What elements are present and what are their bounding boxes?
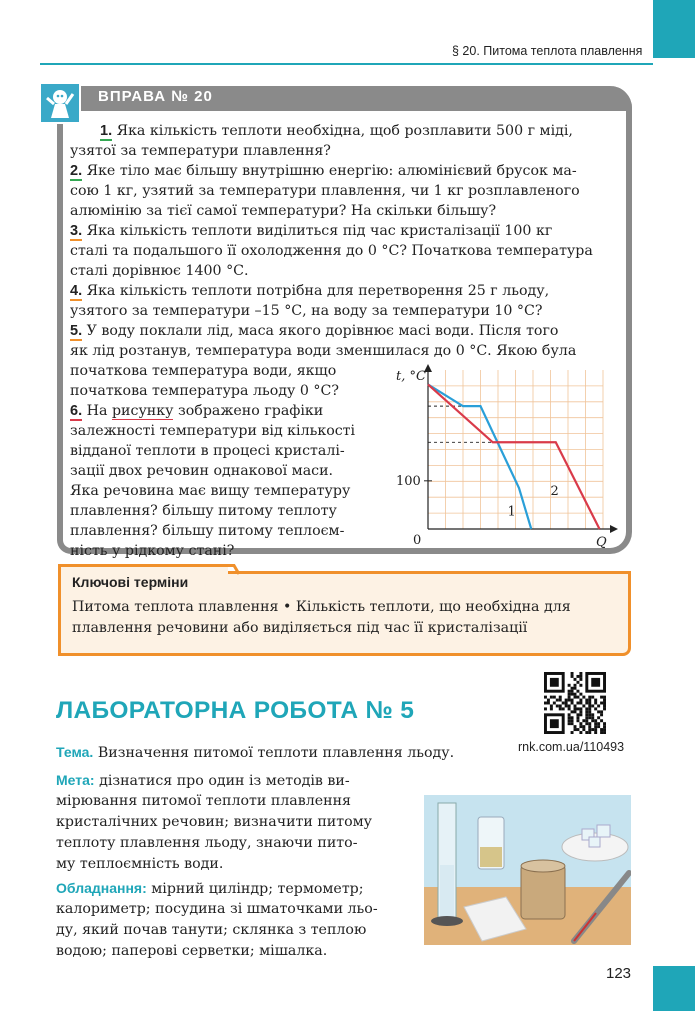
theme-label: Тема. xyxy=(56,744,94,760)
q6-figure-link[interactable]: рисунку xyxy=(111,403,174,419)
q5-line-1: У воду поклали лід, маса якого дорівнює масі води. Після того xyxy=(86,323,559,339)
equipment-line-3: ду, який почав танути; склянка з теплою xyxy=(56,922,367,938)
q6-line-3: відданої теплоти в процесі кристалі- xyxy=(70,443,345,459)
q6-line-8: ність у рідкому стані? xyxy=(70,543,235,559)
key-terms-tab-edge xyxy=(226,564,240,576)
y-tick-label: 100 xyxy=(396,473,421,489)
question-2 xyxy=(70,161,577,182)
series-label-1: 1 xyxy=(507,504,516,520)
series-label-2: 2 xyxy=(550,483,559,499)
q6-line-6: плавлення? більшу питому теплоту xyxy=(70,503,337,519)
q3-line-3: сталі дорівнює 1400 °С. xyxy=(70,263,249,279)
goal-line-4: теплоту плавлення льоду, знаючи пито- xyxy=(56,835,358,851)
q3-line-1: Яка кількість теплоти виділиться під час кристалізації 100 кг xyxy=(86,223,553,239)
q5-line-2: як лід розтанув, температура води зменшилася до 0 °С. Якою була xyxy=(70,343,577,359)
side-tab-bottom xyxy=(653,966,695,1011)
goal-line-2: мірювання питомої теплоти плавлення xyxy=(56,793,352,809)
q3-number: 3. xyxy=(70,223,83,239)
exercise-title: ВПРАВА № 20 xyxy=(98,88,213,105)
question-6 xyxy=(70,401,323,422)
q6-word-first: На xyxy=(86,403,108,419)
q2-number: 2. xyxy=(70,163,83,179)
origin-label: 0 xyxy=(413,533,422,548)
key-terms-title: Ключові терміни xyxy=(72,574,189,590)
cooling-graph xyxy=(388,362,620,552)
q6-line-5: Яка речовина має вищу температуру xyxy=(70,483,351,499)
q5-number: 5. xyxy=(70,323,83,339)
page-number: 123 xyxy=(606,965,632,982)
q2-line-1: Яке тіло має більшу внутрішню енергію: алюмінієвий брусок ма- xyxy=(86,163,577,179)
q1-line-1: Яка кількість теплоти необхідна, щоб розплавити 500 г міді, xyxy=(116,123,573,139)
goal-line-1: дізнатися про один із методів ви- xyxy=(99,773,350,789)
x-axis-arrow xyxy=(610,525,618,533)
theme-text: Визначення питомої теплоти плавлення льоду. xyxy=(97,745,455,761)
key-terms-line-1: Питома теплота плавлення • Кількість теплоти, що необхідна для xyxy=(72,599,571,615)
q6-number: 6. xyxy=(70,403,83,419)
lab-title: ЛАБОРАТОРНА РОБОТА № 5 xyxy=(56,697,415,724)
q2-line-2: сою 1 кг, узятий за температури плавлення, чи 1 кг розплавленого xyxy=(70,183,580,199)
key-terms-line-2: плавлення речовини або виділяється під час її кристалізації xyxy=(72,620,528,636)
question-1 xyxy=(100,121,573,142)
lab-goal xyxy=(56,770,350,792)
lab-theme xyxy=(56,742,454,764)
running-head: § 20. Питома теплота плавлення xyxy=(452,44,643,58)
header-rule xyxy=(40,63,653,65)
lab-equipment-photo xyxy=(424,795,631,945)
q2-line-3: алюмінію за тієї самої температури? На скільки більшу? xyxy=(70,203,497,219)
calorimeter xyxy=(521,865,565,919)
q5-line-4: початкова температура льоду 0 °С? xyxy=(70,383,339,399)
goal-label: Мета: xyxy=(56,772,95,788)
exercise-icon xyxy=(39,82,81,124)
q4-number: 4. xyxy=(70,283,83,299)
q1-line-2: узятої за температури плавлення? xyxy=(70,143,331,159)
y-axis-label: t, °C xyxy=(396,369,426,384)
equipment-line-2: калориметр; посудина зі шматочками льо- xyxy=(56,901,378,917)
x-axis-label: Q xyxy=(596,535,607,550)
qr-url[interactable]: rnk.com.ua/110493 xyxy=(518,740,625,754)
question-5 xyxy=(70,321,558,342)
q3-line-2: сталі та подальшого її охолодження до 0 °С? Початкова температура xyxy=(70,243,593,259)
qr-code[interactable] xyxy=(544,672,606,734)
q6-line-7: плавлення? більшу питому теплоєм- xyxy=(70,523,345,539)
q4-line-1: Яка кількість теплоти потрібна для перетворення 25 г льоду, xyxy=(86,283,550,299)
key-terms-text xyxy=(72,597,624,639)
equipment-label: Обладнання: xyxy=(56,880,147,896)
q4-line-2: узятого за температури –15 °С, на воду за температури 10 °С? xyxy=(70,303,543,319)
side-tab-top xyxy=(653,0,695,58)
q6-line-2: залежності температури від кількості xyxy=(70,423,356,439)
q6-line-4: зації двох речовин однакової маси. xyxy=(70,463,334,479)
q5-line-3: початкова температура води, якщо xyxy=(70,363,337,379)
q1-number: 1. xyxy=(100,123,113,139)
question-3 xyxy=(70,221,552,242)
goal-line-5: му теплоємність води. xyxy=(56,856,224,872)
goal-line-3: кристалічних речовин; визначити питому xyxy=(56,814,373,830)
q6-line-1-rest: зображено графіки xyxy=(178,403,324,419)
equipment-line-4: водою; паперові серветки; мішалка. xyxy=(56,943,328,959)
lab-equipment xyxy=(56,878,364,900)
question-4 xyxy=(70,281,549,302)
equipment-line-1: мірний циліндр; термометр; xyxy=(151,881,364,897)
